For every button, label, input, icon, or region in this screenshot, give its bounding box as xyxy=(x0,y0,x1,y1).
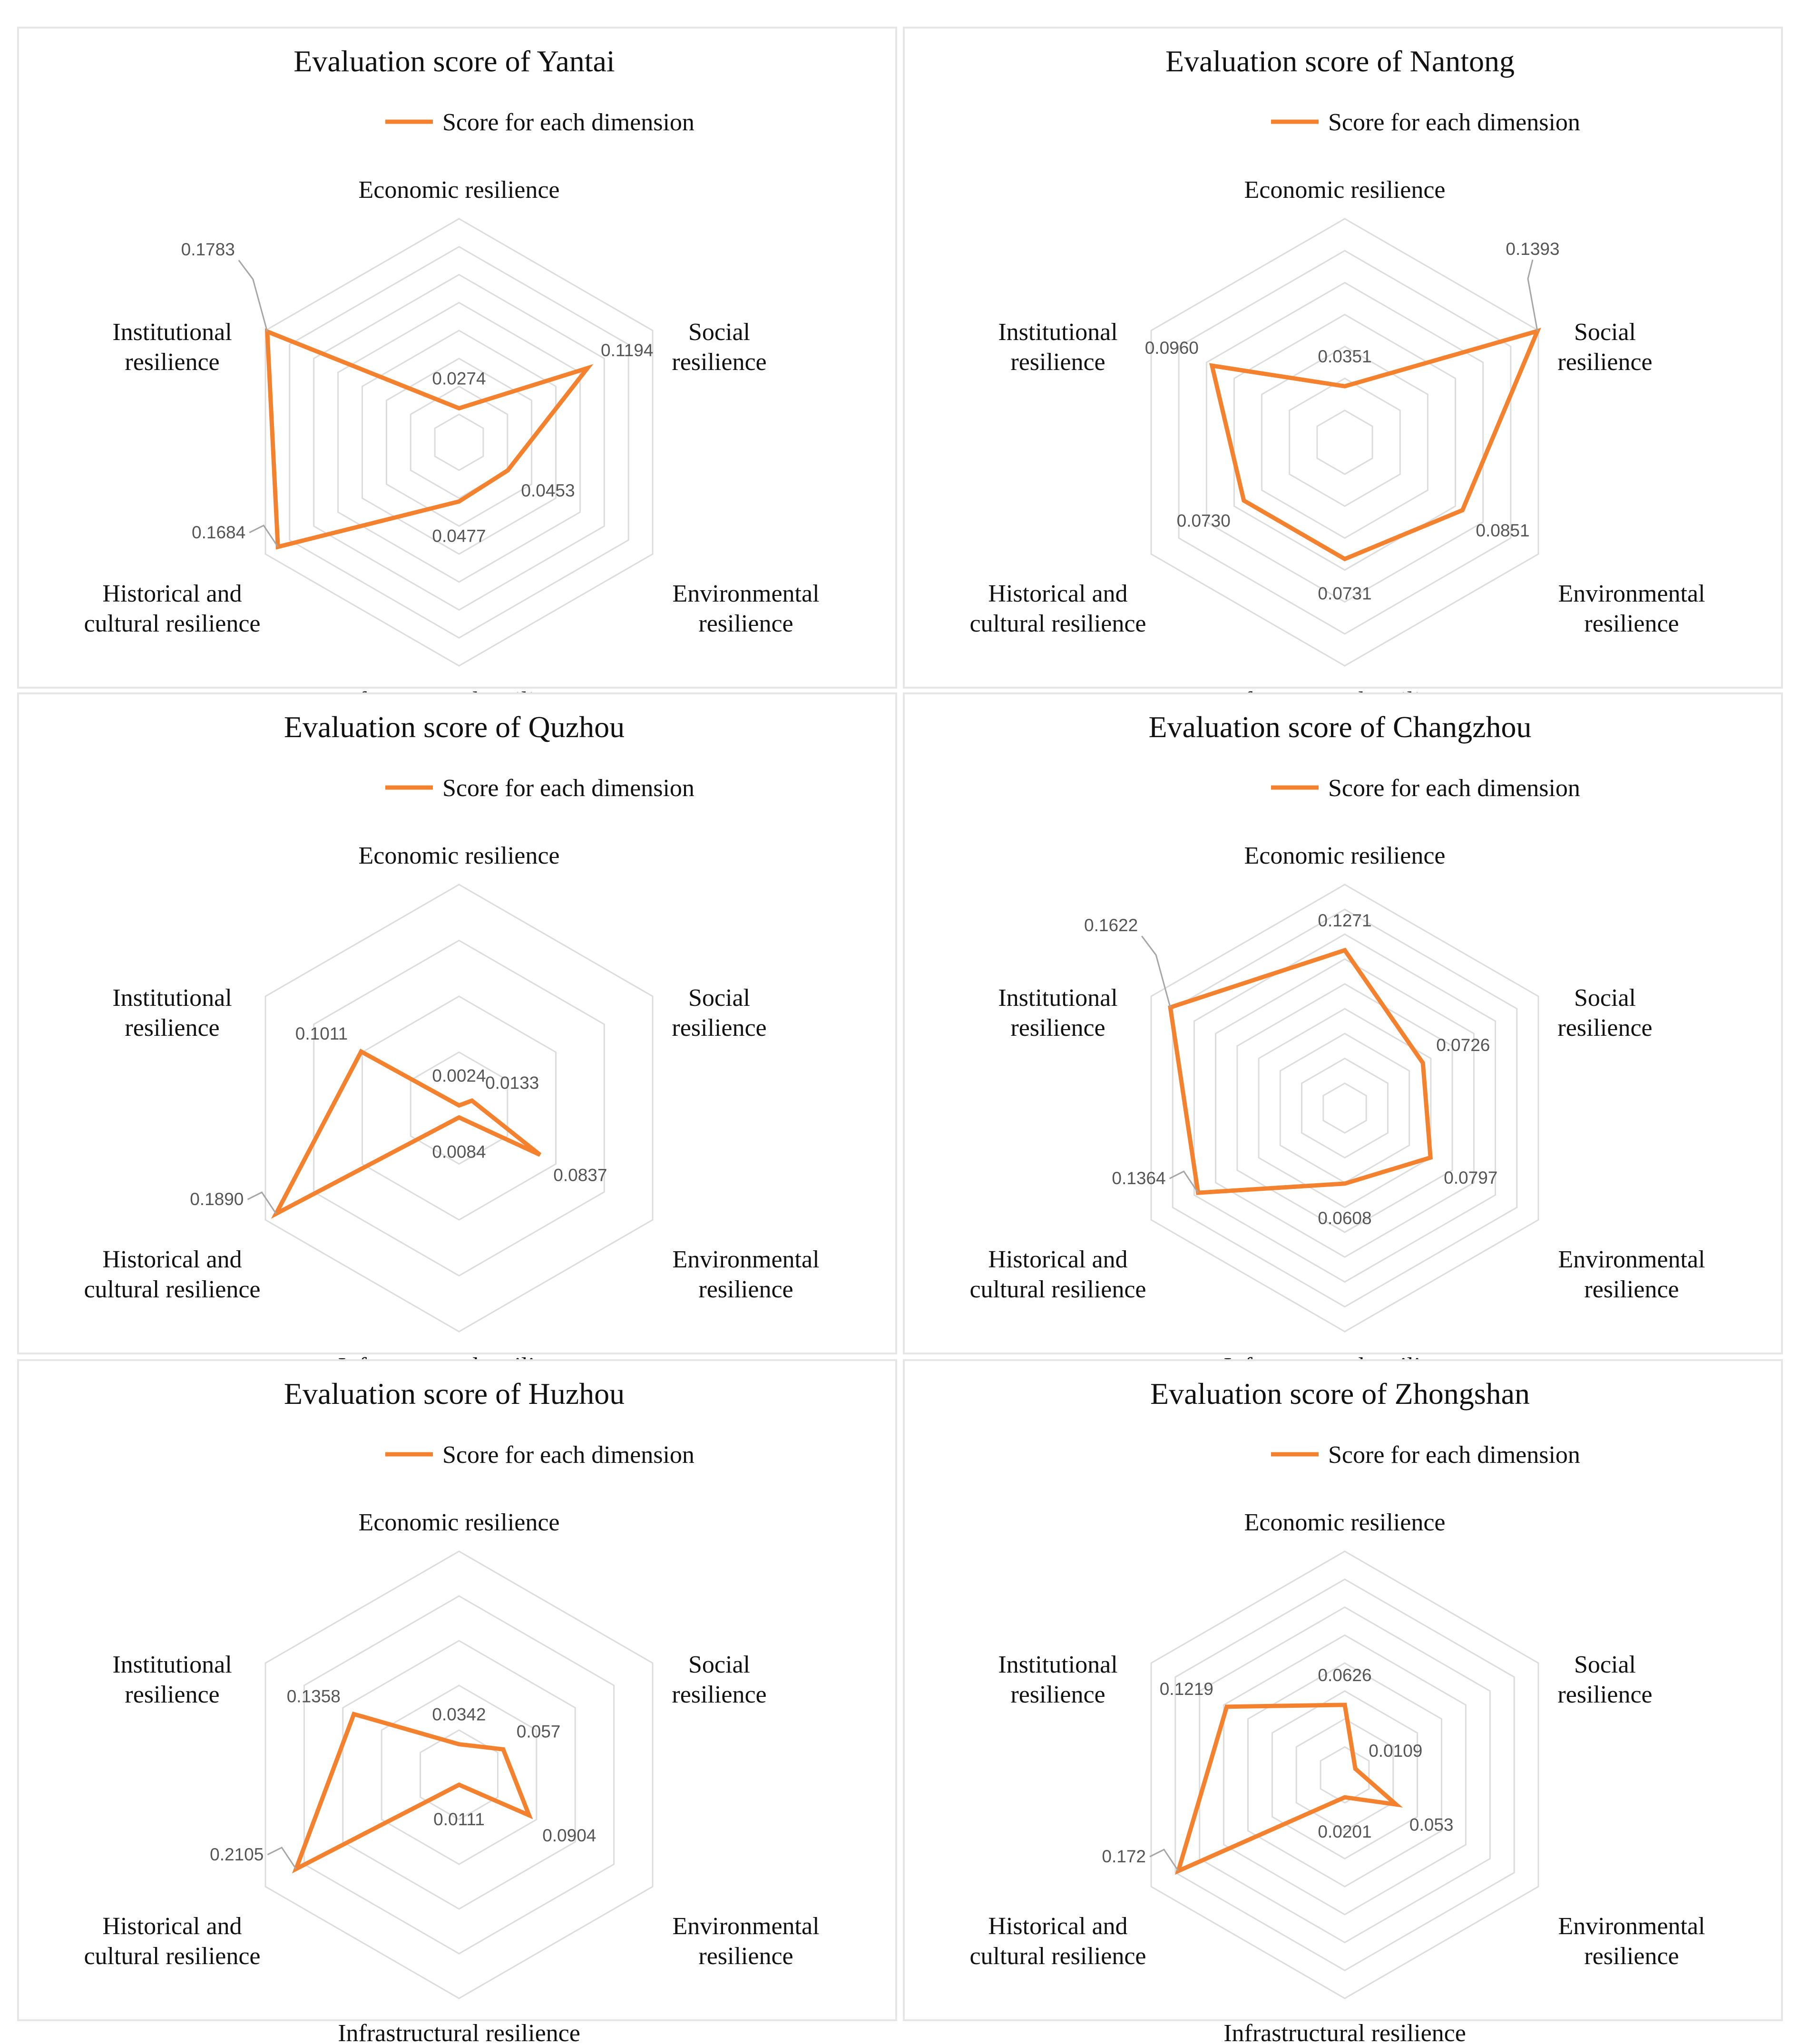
data-label: 0.0109 xyxy=(1369,1741,1423,1761)
radar-grid xyxy=(1151,1551,1538,1998)
grid-ring xyxy=(265,219,653,666)
axis-label: Social resilience xyxy=(672,984,767,1041)
data-label: 0.053 xyxy=(1409,1815,1454,1835)
data-label: 0.0453 xyxy=(521,481,575,501)
axis-label: Historical and cultural resilience xyxy=(969,1246,1146,1303)
chart-panel-4 xyxy=(903,692,1783,1354)
legend xyxy=(385,109,695,136)
axis-label: Historical and cultural resilience xyxy=(84,1246,261,1303)
axis-label: Economic resilience xyxy=(358,176,560,204)
axis-label: Institutional resilience xyxy=(112,319,232,376)
legend-label: Score for each dimension xyxy=(1328,775,1580,802)
data-label: 0.1364 xyxy=(1112,1168,1166,1188)
grid-ring xyxy=(1280,1033,1409,1182)
legend-label: Score for each dimension xyxy=(1328,1441,1580,1469)
grid-ring xyxy=(265,885,653,1332)
axis-label: Environmental resilience xyxy=(1558,1913,1705,1970)
axis-label: Institutional resilience xyxy=(998,319,1118,376)
grid-ring xyxy=(265,1551,653,1998)
grid-ring xyxy=(1317,410,1372,474)
axis-label: Social resilience xyxy=(1557,984,1653,1041)
grid-ring xyxy=(1237,984,1452,1232)
data-label: 0.0342 xyxy=(432,1704,486,1724)
grid-ring xyxy=(314,275,605,610)
radar-grid xyxy=(265,885,653,1332)
radar-chart xyxy=(19,1361,899,2044)
chart-panel-1 xyxy=(17,27,897,689)
axis-label: Historical and cultural resilience xyxy=(84,1913,261,1970)
grid-ring xyxy=(1248,1663,1442,1887)
data-label: 0.0477 xyxy=(432,526,486,546)
axis-label: Institutional resilience xyxy=(998,1651,1118,1708)
grid-ring xyxy=(1323,1083,1366,1133)
series-line xyxy=(267,331,587,547)
axis-label: Environmental resilience xyxy=(672,1913,820,1970)
axis-label: Social resilience xyxy=(1557,319,1653,376)
chart-panel-3 xyxy=(17,692,897,1354)
axis-label: Environmental resilience xyxy=(672,1246,820,1303)
legend-label: Score for each dimension xyxy=(1328,109,1580,136)
grid-ring xyxy=(290,247,628,638)
legend xyxy=(1271,1441,1580,1469)
data-label: 0.0201 xyxy=(1318,1822,1372,1842)
axis-label: Social resilience xyxy=(672,1651,767,1708)
leader-line xyxy=(239,260,267,331)
leader-line xyxy=(249,526,278,547)
data-label: 0.0726 xyxy=(1436,1035,1490,1055)
axis-label: Institutional resilience xyxy=(998,984,1118,1041)
grid-ring xyxy=(343,1641,575,1909)
data-label: 0.0084 xyxy=(432,1142,486,1162)
series-line xyxy=(296,1714,529,1869)
radar-chart xyxy=(905,1361,1785,2044)
axis-label: Historical and cultural resilience xyxy=(969,580,1146,637)
radar-chart xyxy=(19,29,899,691)
axis-label: Economic resilience xyxy=(358,1509,560,1536)
radar-chart xyxy=(905,694,1785,1356)
legend-label: Score for each dimension xyxy=(442,109,695,136)
data-label: 0.0960 xyxy=(1145,338,1199,358)
axis-label: Economic resilience xyxy=(1244,842,1446,869)
axis-label: Economic resilience xyxy=(1244,176,1446,204)
data-label: 0.1011 xyxy=(295,1024,348,1044)
data-label: 0.0851 xyxy=(1476,520,1530,540)
chart-panel-6 xyxy=(903,1359,1783,2044)
data-label: 0.1393 xyxy=(1506,239,1560,259)
grid-ring xyxy=(1173,909,1517,1307)
leader-line xyxy=(247,1192,276,1214)
data-label: 0.0351 xyxy=(1318,347,1372,367)
data-label: 0.172 xyxy=(1102,1847,1146,1867)
axis-label: Environmental resilience xyxy=(1558,1246,1705,1303)
grid-ring xyxy=(362,996,556,1220)
leader-line xyxy=(1150,1849,1178,1871)
chart-panel-5 xyxy=(17,1359,897,2044)
radar-grid xyxy=(265,219,653,666)
data-label: 0.0730 xyxy=(1176,511,1231,531)
legend xyxy=(1271,109,1580,136)
grid-ring xyxy=(1290,379,1400,506)
data-label: 0.1358 xyxy=(286,1686,341,1706)
chart-title: Evaluation score of Huzhou xyxy=(284,1377,625,1411)
chart-title: Evaluation score of Yantai xyxy=(293,44,615,78)
grid-ring xyxy=(1302,1059,1388,1158)
chart-panel-2 xyxy=(903,27,1783,689)
axis-label: Environmental resilience xyxy=(672,580,820,637)
radar-chart xyxy=(19,694,899,1356)
leader-line xyxy=(267,1848,296,1869)
grid-ring xyxy=(1200,1607,1490,1943)
radar-grid xyxy=(265,1551,653,1998)
axis-label: Social resilience xyxy=(672,319,767,376)
data-label: 0.1783 xyxy=(181,240,235,260)
legend-label: Score for each dimension xyxy=(442,1441,695,1469)
legend xyxy=(385,775,695,802)
grid-ring xyxy=(1151,1551,1538,1998)
data-label: 0.057 xyxy=(516,1722,561,1742)
chart-title: Evaluation score of Quzhou xyxy=(284,710,625,744)
axis-label: Institutional resilience xyxy=(112,1651,232,1708)
leader-line xyxy=(1142,936,1170,1007)
data-label: 0.0024 xyxy=(432,1066,486,1086)
grid-ring xyxy=(435,414,483,470)
data-label: 0.0608 xyxy=(1318,1208,1372,1228)
data-label: 0.0274 xyxy=(432,369,486,389)
data-label: 0.0133 xyxy=(485,1073,539,1093)
axis-label: Social resilience xyxy=(1557,1651,1653,1708)
grid-ring xyxy=(304,1596,614,1954)
data-label: 0.0731 xyxy=(1318,584,1372,603)
axis-label: Environmental resilience xyxy=(1558,580,1705,637)
data-label: 0.0626 xyxy=(1318,1665,1372,1685)
data-label: 0.1890 xyxy=(190,1189,244,1209)
legend-label: Score for each dimension xyxy=(442,775,695,802)
grid-ring xyxy=(1175,1579,1514,1970)
axis-label: Historical and cultural resilience xyxy=(969,1913,1146,1970)
data-label: 0.1622 xyxy=(1084,915,1138,935)
axis-label: Infrastructural resilience xyxy=(338,2020,580,2044)
grid-ring xyxy=(1206,282,1483,602)
data-label: 0.1684 xyxy=(192,522,246,542)
axis-label: Economic resilience xyxy=(358,842,560,869)
radar-chart xyxy=(905,29,1785,691)
axis-label: Infrastructural resilience xyxy=(1223,2020,1466,2044)
axis-label: Historical and cultural resilience xyxy=(84,580,261,637)
axis-label: Economic resilience xyxy=(1244,1509,1446,1536)
data-label: 0.0111 xyxy=(433,1809,485,1829)
data-label: 0.1194 xyxy=(601,341,654,360)
data-label: 0.0837 xyxy=(553,1165,607,1185)
data-label: 0.1271 xyxy=(1318,911,1372,931)
data-label: 0.0904 xyxy=(542,1826,597,1845)
legend xyxy=(385,1441,695,1469)
chart-title: Evaluation score of Nantong xyxy=(1165,44,1515,78)
axis-label: Institutional resilience xyxy=(112,984,232,1041)
chart-title: Evaluation score of Zhongshan xyxy=(1150,1377,1530,1411)
grid-ring xyxy=(314,941,605,1276)
leader-line xyxy=(1528,260,1537,331)
data-label: 0.2105 xyxy=(210,1844,264,1864)
legend xyxy=(1271,775,1580,802)
chart-title: Evaluation score of Changzhou xyxy=(1148,710,1532,744)
data-label: 0.0797 xyxy=(1444,1168,1498,1188)
data-label: 0.1219 xyxy=(1159,1679,1213,1699)
